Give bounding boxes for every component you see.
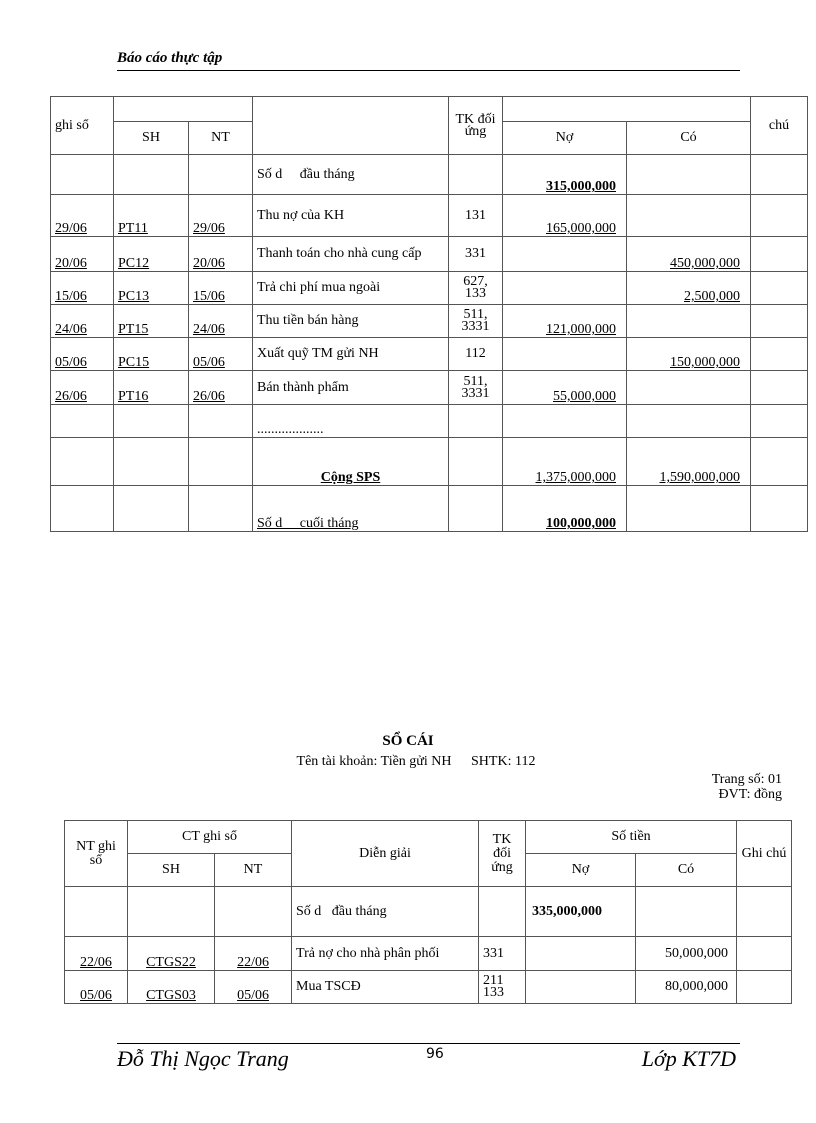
col-header-so-tien: Số tiền	[526, 821, 737, 854]
col-header-desc	[253, 97, 449, 155]
opening-balance-row	[51, 155, 808, 195]
table-row: 05/06 PC15 05/06 Xuất quỹ TM gửi NH 112 150,000,000	[51, 338, 808, 371]
col-header-ct-group	[114, 97, 253, 122]
col-header-co: Có	[636, 854, 737, 887]
dotted-filler: ...................	[253, 405, 449, 438]
col-header-sh: SH	[114, 122, 189, 155]
col-header-tk: TK đối ứng	[449, 97, 503, 155]
total-row	[51, 438, 808, 486]
total-co: 1,590,000,000	[627, 438, 751, 486]
col-header-no: Nợ	[503, 122, 627, 155]
opening-no: 315,000,000	[503, 155, 627, 195]
table-row: 24/06 PT15 24/06 Thu tiền bán hàng 511, 3331 121,000,000	[51, 305, 808, 338]
col-header-sh: SH	[128, 854, 215, 887]
total-label: Cộng SPS	[253, 438, 449, 486]
footer-class: Lớp KT7D	[641, 1046, 736, 1071]
ledger-unit: ĐVT: đồng	[718, 787, 782, 802]
table-row: 20/06 PC12 20/06 Thanh toán cho nhà cung cấp 331 450,000,000	[51, 237, 808, 272]
closing-balance-row	[51, 486, 808, 532]
account-code: SHTK: 112	[471, 754, 536, 769]
ledger-page-number: Trang số: 01	[711, 772, 782, 787]
dots-row	[51, 405, 808, 438]
col-header-sotien-group	[503, 97, 751, 122]
col-header-chu: chú	[751, 97, 808, 155]
col-header-dien-giai: Diễn giải	[292, 821, 479, 887]
account-name: Tên tài khoản: Tiền gửi NH	[296, 754, 452, 769]
col-header-ghi-chu: Ghi chú	[737, 821, 792, 887]
closing-no: 100,000,000	[503, 486, 627, 532]
ledger-table	[64, 820, 792, 1004]
cash-book-table	[50, 96, 808, 532]
header-divider	[117, 70, 740, 71]
table-row: 26/06 PT16 26/06 Bán thành phẩm 511, 3331 55,000,000	[51, 371, 808, 405]
ledger-title: SỔ CÁI	[382, 733, 434, 749]
footer-author: Đỗ Thị Ngọc Trang	[117, 1046, 289, 1071]
col-header-co: Có	[627, 122, 751, 155]
col-header-ct-ghi-so: CT ghi sổ	[128, 821, 292, 854]
page-number: 96	[426, 1046, 444, 1062]
col-header-nt-ghi-so: NT ghi sổ	[65, 821, 128, 887]
col-header-nt: NT	[189, 122, 253, 155]
table-row: 29/06 PT11 29/06 Thu nợ của KH 131 165,000,000	[51, 195, 808, 237]
col-header-tk: TK đối ứng	[479, 821, 526, 887]
ledger-account-line	[0, 754, 816, 770]
footer-divider	[117, 1043, 740, 1044]
col-header-ghi-so: ghi sổ	[51, 97, 114, 155]
col-header-nt: NT	[215, 854, 292, 887]
report-header: Báo cáo thực tập	[117, 50, 223, 66]
ledger-opening-no: 335,000,000	[526, 887, 636, 937]
table-row: 05/06 CTGS03 05/06 Mua TSCĐ 211 133 80,000,000	[65, 971, 792, 1004]
opening-label: Số d đầu tháng	[253, 155, 449, 195]
ledger-opening-row	[65, 887, 792, 937]
ledger-opening-label: Số d đầu tháng	[292, 887, 479, 937]
closing-label: Số d cuối tháng	[253, 486, 449, 532]
table-row: 22/06 CTGS22 22/06 Trả nợ cho nhà phân phối 331 50,000,000	[65, 937, 792, 971]
table-row: 15/06 PC13 15/06 Trả chi phí mua ngoài 627, 133 2,500,000	[51, 272, 808, 305]
col-header-no: Nợ	[526, 854, 636, 887]
total-no: 1,375,000,000	[503, 438, 627, 486]
